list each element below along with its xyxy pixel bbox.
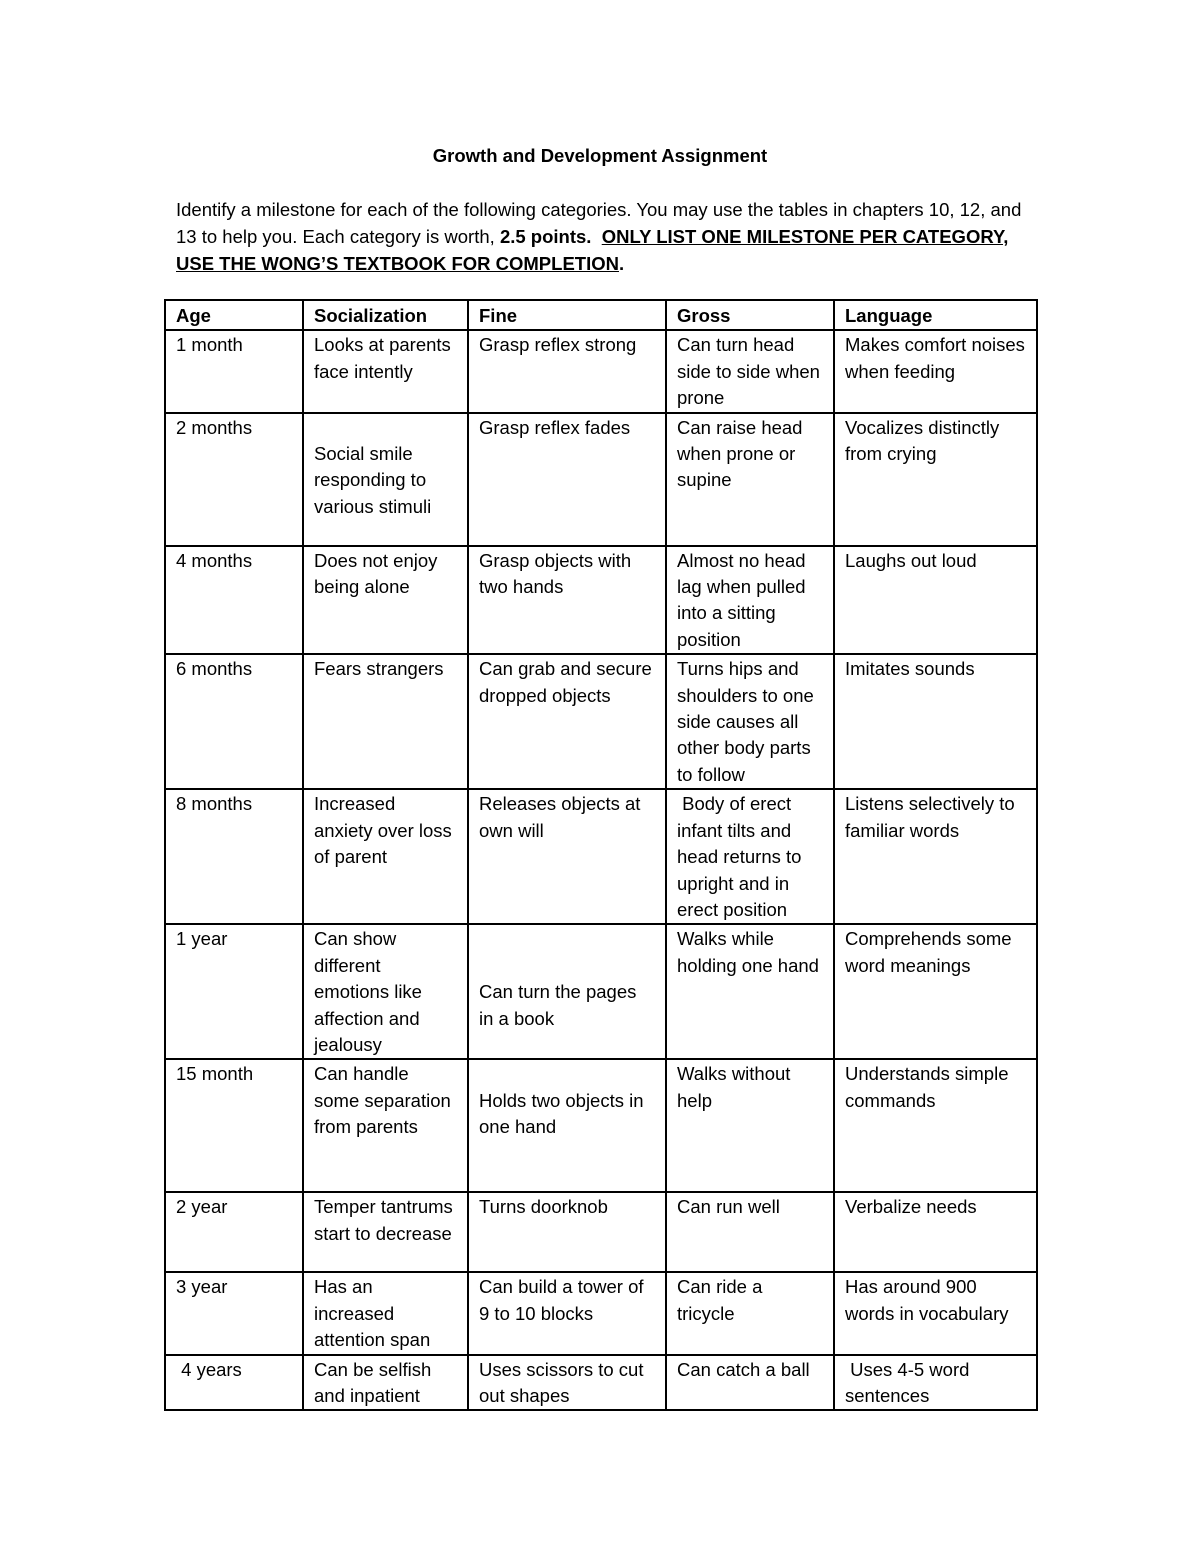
cell-age: 15 month bbox=[165, 1059, 303, 1192]
cell-fine: Grasp reflex fades bbox=[468, 413, 666, 546]
cell-gross: Can turn head side to side when prone bbox=[666, 330, 834, 412]
requirement-text: ONLY LIST ONE MILESTONE PER CATEGORY, USE THE WONG’S TEXTBOOK FOR COMPLETION bbox=[176, 226, 1009, 274]
cell-gross: Walks while holding one hand bbox=[666, 924, 834, 1059]
cell-socialization: Can be selfish and inpatient bbox=[303, 1355, 468, 1411]
cell-age: 2 months bbox=[165, 413, 303, 546]
header-gross: Gross bbox=[666, 300, 834, 330]
cell-fine: Holds two objects in one hand bbox=[479, 1089, 644, 1138]
cell-gross: Can run well bbox=[666, 1192, 834, 1272]
table-row bbox=[165, 546, 1037, 655]
cell-age: 4 months bbox=[165, 546, 303, 655]
cell-fine: Can turn the pages in a book bbox=[479, 981, 637, 1029]
table-header-row bbox=[165, 300, 1037, 330]
cell-age: 3 year bbox=[165, 1272, 303, 1354]
table-row bbox=[165, 1355, 1037, 1411]
cell-language: Comprehends some word meanings bbox=[834, 924, 1037, 1059]
blank-line bbox=[314, 415, 457, 441]
cell-language: Vocalizes distinctly from crying bbox=[834, 413, 1037, 546]
cell-language: Imitates sounds bbox=[834, 654, 1037, 789]
cell-fine: Turns doorknob bbox=[468, 1192, 666, 1272]
table-row bbox=[165, 1192, 1037, 1272]
cell-socialization: Does not enjoy being alone bbox=[303, 546, 468, 655]
header-language: Language bbox=[834, 300, 1037, 330]
cell-socialization: Fears strangers bbox=[303, 654, 468, 789]
cell-language: Uses 4-5 word sentences bbox=[834, 1355, 1037, 1411]
instructions-paragraph bbox=[176, 196, 1036, 277]
cell-socialization: Social smile responding to various stimuli bbox=[314, 443, 432, 517]
table-row bbox=[165, 330, 1037, 412]
cell-gross: Almost no head lag when pulled into a sitting position bbox=[666, 546, 834, 655]
cell-fine: Can grab and secure dropped objects bbox=[468, 654, 666, 789]
cell-age: 8 months bbox=[165, 789, 303, 924]
header-socialization: Socialization bbox=[303, 300, 468, 330]
cell-language: Verbalize needs bbox=[834, 1192, 1037, 1272]
table-row bbox=[165, 654, 1037, 789]
table-row bbox=[165, 1272, 1037, 1354]
cell-language: Understands simple commands bbox=[834, 1059, 1037, 1192]
instructions-end: . bbox=[618, 253, 625, 274]
cell-fine-wrapper bbox=[468, 1059, 666, 1192]
cell-socialization: Looks at parents face intently bbox=[303, 330, 468, 412]
cell-language: Listens selectively to familiar words bbox=[834, 789, 1037, 924]
cell-fine-wrapper bbox=[468, 924, 666, 1059]
cell-socialization: Has an increased attention span bbox=[303, 1272, 468, 1354]
blank-line bbox=[479, 926, 655, 952]
blank-line bbox=[479, 953, 655, 979]
cell-gross: Can catch a ball bbox=[666, 1355, 834, 1411]
table-row bbox=[165, 413, 1037, 546]
header-age: Age bbox=[165, 300, 303, 330]
header-fine: Fine bbox=[468, 300, 666, 330]
cell-fine: Grasp objects with two hands bbox=[468, 546, 666, 655]
cell-gross: Turns hips and shoulders to one side causes all other body parts to follow bbox=[666, 654, 834, 789]
cell-gross: Walks without help bbox=[666, 1059, 834, 1192]
cell-age: 1 year bbox=[165, 924, 303, 1059]
milestones-table bbox=[164, 299, 1038, 1411]
cell-gross: Can ride a tricycle bbox=[666, 1272, 834, 1354]
cell-language: Has around 900 words in vocabulary bbox=[834, 1272, 1037, 1354]
cell-age: 4 years bbox=[165, 1355, 303, 1411]
cell-gross: Can raise head when prone or supine bbox=[666, 413, 834, 546]
table-row bbox=[165, 1059, 1037, 1192]
cell-fine: Releases objects at own will bbox=[468, 789, 666, 924]
cell-socialization: Increased anxiety over loss of parent bbox=[303, 789, 468, 924]
cell-fine: Grasp reflex strong bbox=[468, 330, 666, 412]
cell-language: Makes comfort noises when feeding bbox=[834, 330, 1037, 412]
cell-gross: Body of erect infant tilts and head returns to upright and in erect position bbox=[666, 789, 834, 924]
table-row bbox=[165, 789, 1037, 924]
blank-line bbox=[479, 1061, 655, 1087]
cell-fine: Can build a tower of 9 to 10 blocks bbox=[468, 1272, 666, 1354]
cell-age: 6 months bbox=[165, 654, 303, 789]
cell-socialization: Can handle some separation from parents bbox=[303, 1059, 468, 1192]
cell-fine: Uses scissors to cut out shapes bbox=[468, 1355, 666, 1411]
points-text: 2.5 points. bbox=[499, 226, 592, 247]
document-title: Growth and Development Assignment bbox=[432, 145, 768, 166]
instructions-text: Identify a milestone for each of the following categories. You may use the tables in chapters 10, 12, and 13 to help you. Each category is worth, bbox=[176, 199, 1022, 247]
cell-age: 1 month bbox=[165, 330, 303, 412]
table-row bbox=[165, 924, 1037, 1059]
cell-socialization: Can show different emotions like affection and jealousy bbox=[303, 924, 468, 1059]
cell-language: Laughs out loud bbox=[834, 546, 1037, 655]
cell-age: 2 year bbox=[165, 1192, 303, 1272]
cell-socialization-wrapper bbox=[303, 413, 468, 546]
cell-socialization: Temper tantrums start to decrease bbox=[303, 1192, 468, 1272]
